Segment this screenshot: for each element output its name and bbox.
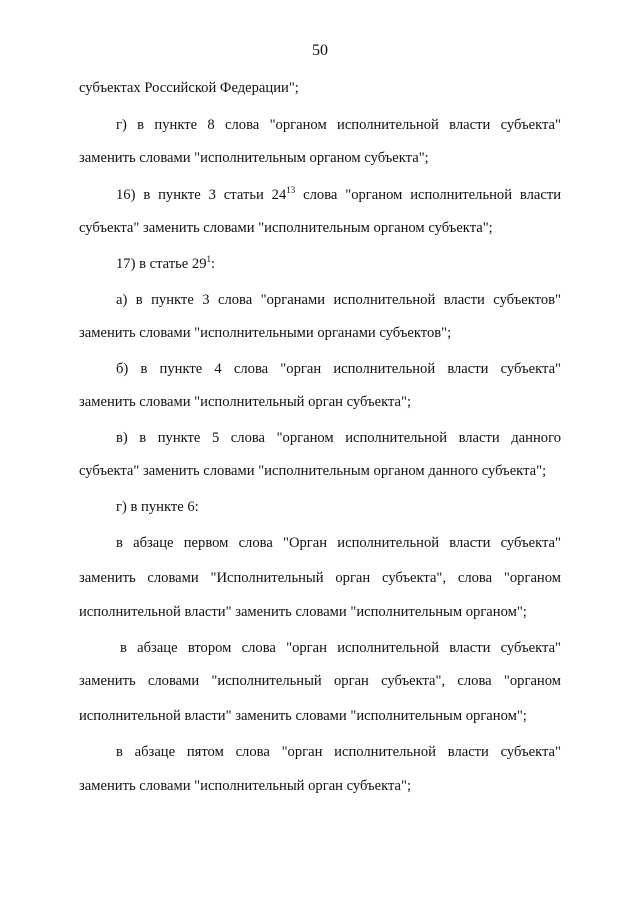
text-line: субъектах Российской Федерации"; <box>79 80 299 96</box>
text-line: в) в пункте 5 слова "органом исполнительной власти данного <box>116 430 561 446</box>
text-line: б) в пункте 4 слова "орган исполнительной власти субъекта" <box>116 361 561 377</box>
page-number: 50 <box>312 42 328 59</box>
superscript: 1 <box>206 254 212 264</box>
text-line: заменить словами "исполнительными органами субъектов"; <box>79 325 452 341</box>
text-line: в абзаце втором слова "орган исполнительной власти субъекта" <box>120 640 561 656</box>
text-line: заменить словами "исполнительный орган субъекта"; <box>79 394 412 410</box>
text-fragment: 16) в пункте 3 статьи 24 <box>116 187 287 203</box>
text-line <box>116 254 561 274</box>
text-line <box>116 185 561 205</box>
text-line: субъекта" заменить словами "исполнительным органом субъекта"; <box>79 220 493 236</box>
text-line: г) в пункте 6: <box>116 499 199 515</box>
text-line: субъекта" заменить словами "исполнительным органом данного субъекта"; <box>79 463 547 479</box>
text-fragment: 17) в статье 29 <box>116 256 207 272</box>
text-line: исполнительной власти" заменить словами "исполнительным органом"; <box>79 604 527 620</box>
text-fragment: слова "органом исполнительной власти <box>295 187 562 203</box>
text-line: заменить словами "исполнительный орган субъекта", слова "органом <box>79 673 561 689</box>
text-line: в абзаце первом слова "Орган исполнительной власти субъекта" <box>116 535 561 551</box>
text-line: исполнительной власти" заменить словами "исполнительным органом"; <box>79 708 527 724</box>
superscript: 13 <box>286 185 296 195</box>
text-line: заменить словами "Исполнительный орган субъекта", слова "органом <box>79 570 561 586</box>
text-line: в абзаце пятом слова "орган исполнительной власти субъекта" <box>116 744 561 760</box>
text-line: г) в пункте 8 слова "органом исполнительной власти субъекта" <box>116 117 561 133</box>
text-line: заменить словами "исполнительный орган субъекта"; <box>79 778 412 794</box>
text-line: заменить словами "исполнительным органом субъекта"; <box>79 150 429 166</box>
text-fragment: : <box>211 256 216 272</box>
text-line: а) в пункте 3 слова "органами исполнительной власти субъектов" <box>116 292 561 308</box>
